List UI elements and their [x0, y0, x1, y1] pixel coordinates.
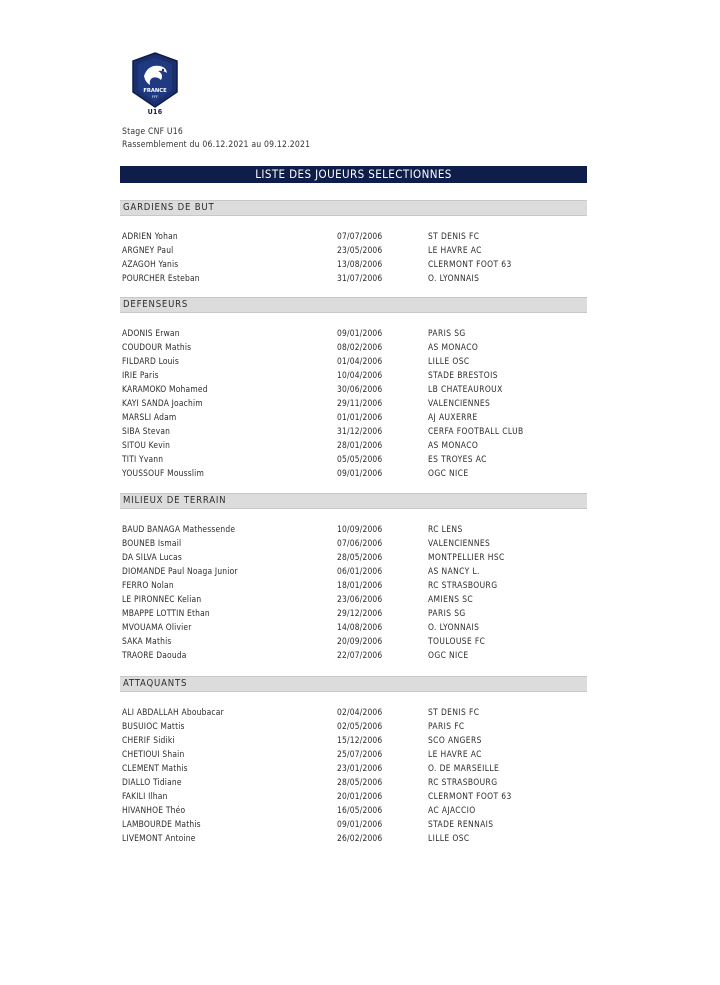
player-club: STADE BRESTOIS	[428, 370, 498, 380]
player-dob: 01/01/2006	[337, 412, 383, 422]
section-title: DEFENSEURS	[123, 299, 189, 310]
player-club: SCO ANGERS	[428, 735, 482, 745]
player-club: CLERMONT FOOT 63	[428, 259, 512, 269]
stage-title: Stage CNF U16	[122, 127, 183, 137]
player-name: ALI ABDALLAH Aboubacar	[122, 707, 224, 717]
crest-subtext: FFF	[151, 95, 159, 99]
table-row	[0, 326, 720, 340]
player-dob: 09/01/2006	[337, 328, 383, 338]
player-dob: 16/05/2006	[337, 805, 383, 815]
section-title: MILIEUX DE TERRAIN	[123, 495, 227, 506]
player-dob: 06/01/2006	[337, 566, 383, 576]
section-header-defenders	[120, 297, 587, 313]
player-club: PARIS FC	[428, 721, 465, 731]
table-row	[0, 340, 720, 354]
player-dob: 10/04/2006	[337, 370, 383, 380]
player-name: FAKILI Ilhan	[122, 791, 168, 801]
player-club: LILLE OSC	[428, 356, 470, 366]
player-name: SAKA Mathis	[122, 636, 172, 646]
player-club: RC STRASBOURG	[428, 777, 498, 787]
player-dob: 15/12/2006	[337, 735, 383, 745]
player-dob: 07/07/2006	[337, 231, 383, 241]
player-name: ADRIEN Yohan	[122, 231, 178, 241]
player-club: O. DE MARSEILLE	[428, 763, 500, 773]
player-dob: 31/07/2006	[337, 273, 383, 283]
player-name: LAMBOURDE Mathis	[122, 819, 201, 829]
player-club: LE HAVRE AC	[428, 749, 482, 759]
player-name: TRAORE Daouda	[122, 650, 187, 660]
table-row	[0, 536, 720, 550]
table-row	[0, 564, 720, 578]
section-title: ATTAQUANTS	[123, 678, 188, 689]
player-dob: 31/12/2006	[337, 426, 383, 436]
table-row	[0, 396, 720, 410]
player-name: FERRO Nolan	[122, 580, 174, 590]
player-club: AMIENS SC	[428, 594, 474, 604]
player-name: CHETIOUI Shain	[122, 749, 185, 759]
table-row	[0, 382, 720, 396]
section-title: GARDIENS DE BUT	[123, 202, 215, 213]
table-row	[0, 606, 720, 620]
player-dob: 23/05/2006	[337, 245, 383, 255]
section-header-forwards	[120, 676, 587, 692]
table-row	[0, 831, 720, 845]
crest-text: FRANCE	[143, 88, 167, 94]
player-name: COUDOUR Mathis	[122, 342, 192, 352]
player-name: DIALLO Tidiane	[122, 777, 182, 787]
player-club: CERFA FOOTBALL CLUB	[428, 426, 524, 436]
player-dob: 09/01/2006	[337, 819, 383, 829]
player-name: BOUNEB Ismail	[122, 538, 182, 548]
table-row	[0, 522, 720, 536]
player-dob: 14/08/2006	[337, 622, 383, 632]
player-name: FILDARD Louis	[122, 356, 180, 366]
player-name: MBAPPE LOTTIN Ethan	[122, 608, 210, 618]
table-row	[0, 620, 720, 634]
player-name: KARAMOKO Mohamed	[122, 384, 208, 394]
player-name: DA SILVA Lucas	[122, 552, 182, 562]
table-row	[0, 438, 720, 452]
section-header-goalkeepers	[120, 200, 587, 216]
list-banner: LISTE DES JOUEURS SELECTIONNES	[120, 166, 587, 183]
player-dob: 10/09/2006	[337, 524, 383, 534]
player-club: MONTPELLIER HSC	[428, 552, 505, 562]
player-dob: 07/06/2006	[337, 538, 383, 548]
fff-crest-icon	[130, 52, 180, 108]
player-dob: 29/11/2006	[337, 398, 383, 408]
player-dob: 08/02/2006	[337, 342, 383, 352]
player-club: PARIS SG	[428, 328, 466, 338]
player-name: SITOU Kevin	[122, 440, 171, 450]
player-name: CHERIF Sidiki	[122, 735, 175, 745]
table-row	[0, 466, 720, 480]
player-club: OGC NICE	[428, 468, 469, 478]
table-row	[0, 733, 720, 747]
table-row	[0, 634, 720, 648]
player-name: CLEMENT Mathis	[122, 763, 188, 773]
fff-logo	[130, 52, 180, 120]
player-name: KAYI SANDA Joachim	[122, 398, 203, 408]
player-dob: 29/12/2006	[337, 608, 383, 618]
player-name: HIVANHOE Théo	[122, 805, 186, 815]
player-club: ST DENIS FC	[428, 707, 480, 717]
midfielders-list	[0, 522, 720, 662]
player-club: TOULOUSE FC	[428, 636, 486, 646]
player-dob: 28/05/2006	[337, 552, 383, 562]
player-name: ARGNEY Paul	[122, 245, 174, 255]
player-club: VALENCIENNES	[428, 538, 491, 548]
table-row	[0, 775, 720, 789]
player-dob: 02/04/2006	[337, 707, 383, 717]
defenders-list	[0, 326, 720, 480]
player-dob: 22/07/2006	[337, 650, 383, 660]
player-club: AC AJACCIO	[428, 805, 476, 815]
player-name: DIOMANDE Paul Noaga Junior	[122, 566, 238, 576]
player-dob: 20/09/2006	[337, 636, 383, 646]
player-name: MVOUAMA Olivier	[122, 622, 192, 632]
player-club: AJ AUXERRE	[428, 412, 478, 422]
table-row	[0, 719, 720, 733]
player-club: PARIS SG	[428, 608, 466, 618]
goalkeepers-list	[0, 229, 720, 285]
player-dob: 25/07/2006	[337, 749, 383, 759]
player-name: LE PIRONNEC Kelian	[122, 594, 202, 604]
player-club: AS MONACO	[428, 342, 479, 352]
player-name: IRIE Paris	[122, 370, 159, 380]
player-name: POURCHER Esteban	[122, 273, 200, 283]
player-club: O. LYONNAIS	[428, 622, 480, 632]
player-club: OGC NICE	[428, 650, 469, 660]
player-name: MARSLI Adam	[122, 412, 177, 422]
player-name: BUSUIOC Mattis	[122, 721, 185, 731]
player-dob: 02/05/2006	[337, 721, 383, 731]
player-club: LB CHATEAUROUX	[428, 384, 503, 394]
table-row	[0, 229, 720, 243]
player-dob: 05/05/2006	[337, 454, 383, 464]
stage-dates: Rassemblement du 06.12.2021 au 09.12.2021	[122, 140, 311, 150]
category-label: U16	[147, 108, 163, 116]
player-name: ADONIS Erwan	[122, 328, 180, 338]
player-dob: 23/01/2006	[337, 763, 383, 773]
table-row	[0, 257, 720, 271]
player-club: O. LYONNAIS	[428, 273, 480, 283]
player-club: LILLE OSC	[428, 833, 470, 843]
table-row	[0, 803, 720, 817]
table-row	[0, 452, 720, 466]
player-club: RC LENS	[428, 524, 463, 534]
player-name: YOUSSOUF Mousslim	[122, 468, 204, 478]
table-row	[0, 817, 720, 831]
player-club: CLERMONT FOOT 63	[428, 791, 512, 801]
player-club: LE HAVRE AC	[428, 245, 482, 255]
player-dob: 18/01/2006	[337, 580, 383, 590]
table-row	[0, 410, 720, 424]
table-row	[0, 271, 720, 285]
player-dob: 13/08/2006	[337, 259, 383, 269]
player-club: AS MONACO	[428, 440, 479, 450]
table-row	[0, 648, 720, 662]
player-dob: 28/01/2006	[337, 440, 383, 450]
player-dob: 23/06/2006	[337, 594, 383, 604]
table-row	[0, 592, 720, 606]
player-dob: 20/01/2006	[337, 791, 383, 801]
player-dob: 28/05/2006	[337, 777, 383, 787]
table-row	[0, 747, 720, 761]
table-row	[0, 550, 720, 564]
player-name: LIVEMONT Antoine	[122, 833, 196, 843]
player-name: AZAGOH Yanis	[122, 259, 179, 269]
player-club: RC STRASBOURG	[428, 580, 498, 590]
player-dob: 26/02/2006	[337, 833, 383, 843]
table-row	[0, 578, 720, 592]
player-club: AS NANCY L.	[428, 566, 480, 576]
player-dob: 30/06/2006	[337, 384, 383, 394]
table-row	[0, 789, 720, 803]
player-club: VALENCIENNES	[428, 398, 491, 408]
player-club: STADE RENNAIS	[428, 819, 494, 829]
section-header-midfielders	[120, 493, 587, 509]
player-dob: 01/04/2006	[337, 356, 383, 366]
player-club: ST DENIS FC	[428, 231, 480, 241]
table-row	[0, 243, 720, 257]
table-row	[0, 705, 720, 719]
table-row	[0, 368, 720, 382]
player-dob: 09/01/2006	[337, 468, 383, 478]
table-row	[0, 354, 720, 368]
player-name: TITI Yvann	[122, 454, 164, 464]
player-name: BAUD BANAGA Mathessende	[122, 524, 236, 534]
table-row	[0, 424, 720, 438]
player-name: SIBA Stevan	[122, 426, 171, 436]
table-row	[0, 761, 720, 775]
forwards-list	[0, 705, 720, 845]
player-club: ES TROYES AC	[428, 454, 487, 464]
